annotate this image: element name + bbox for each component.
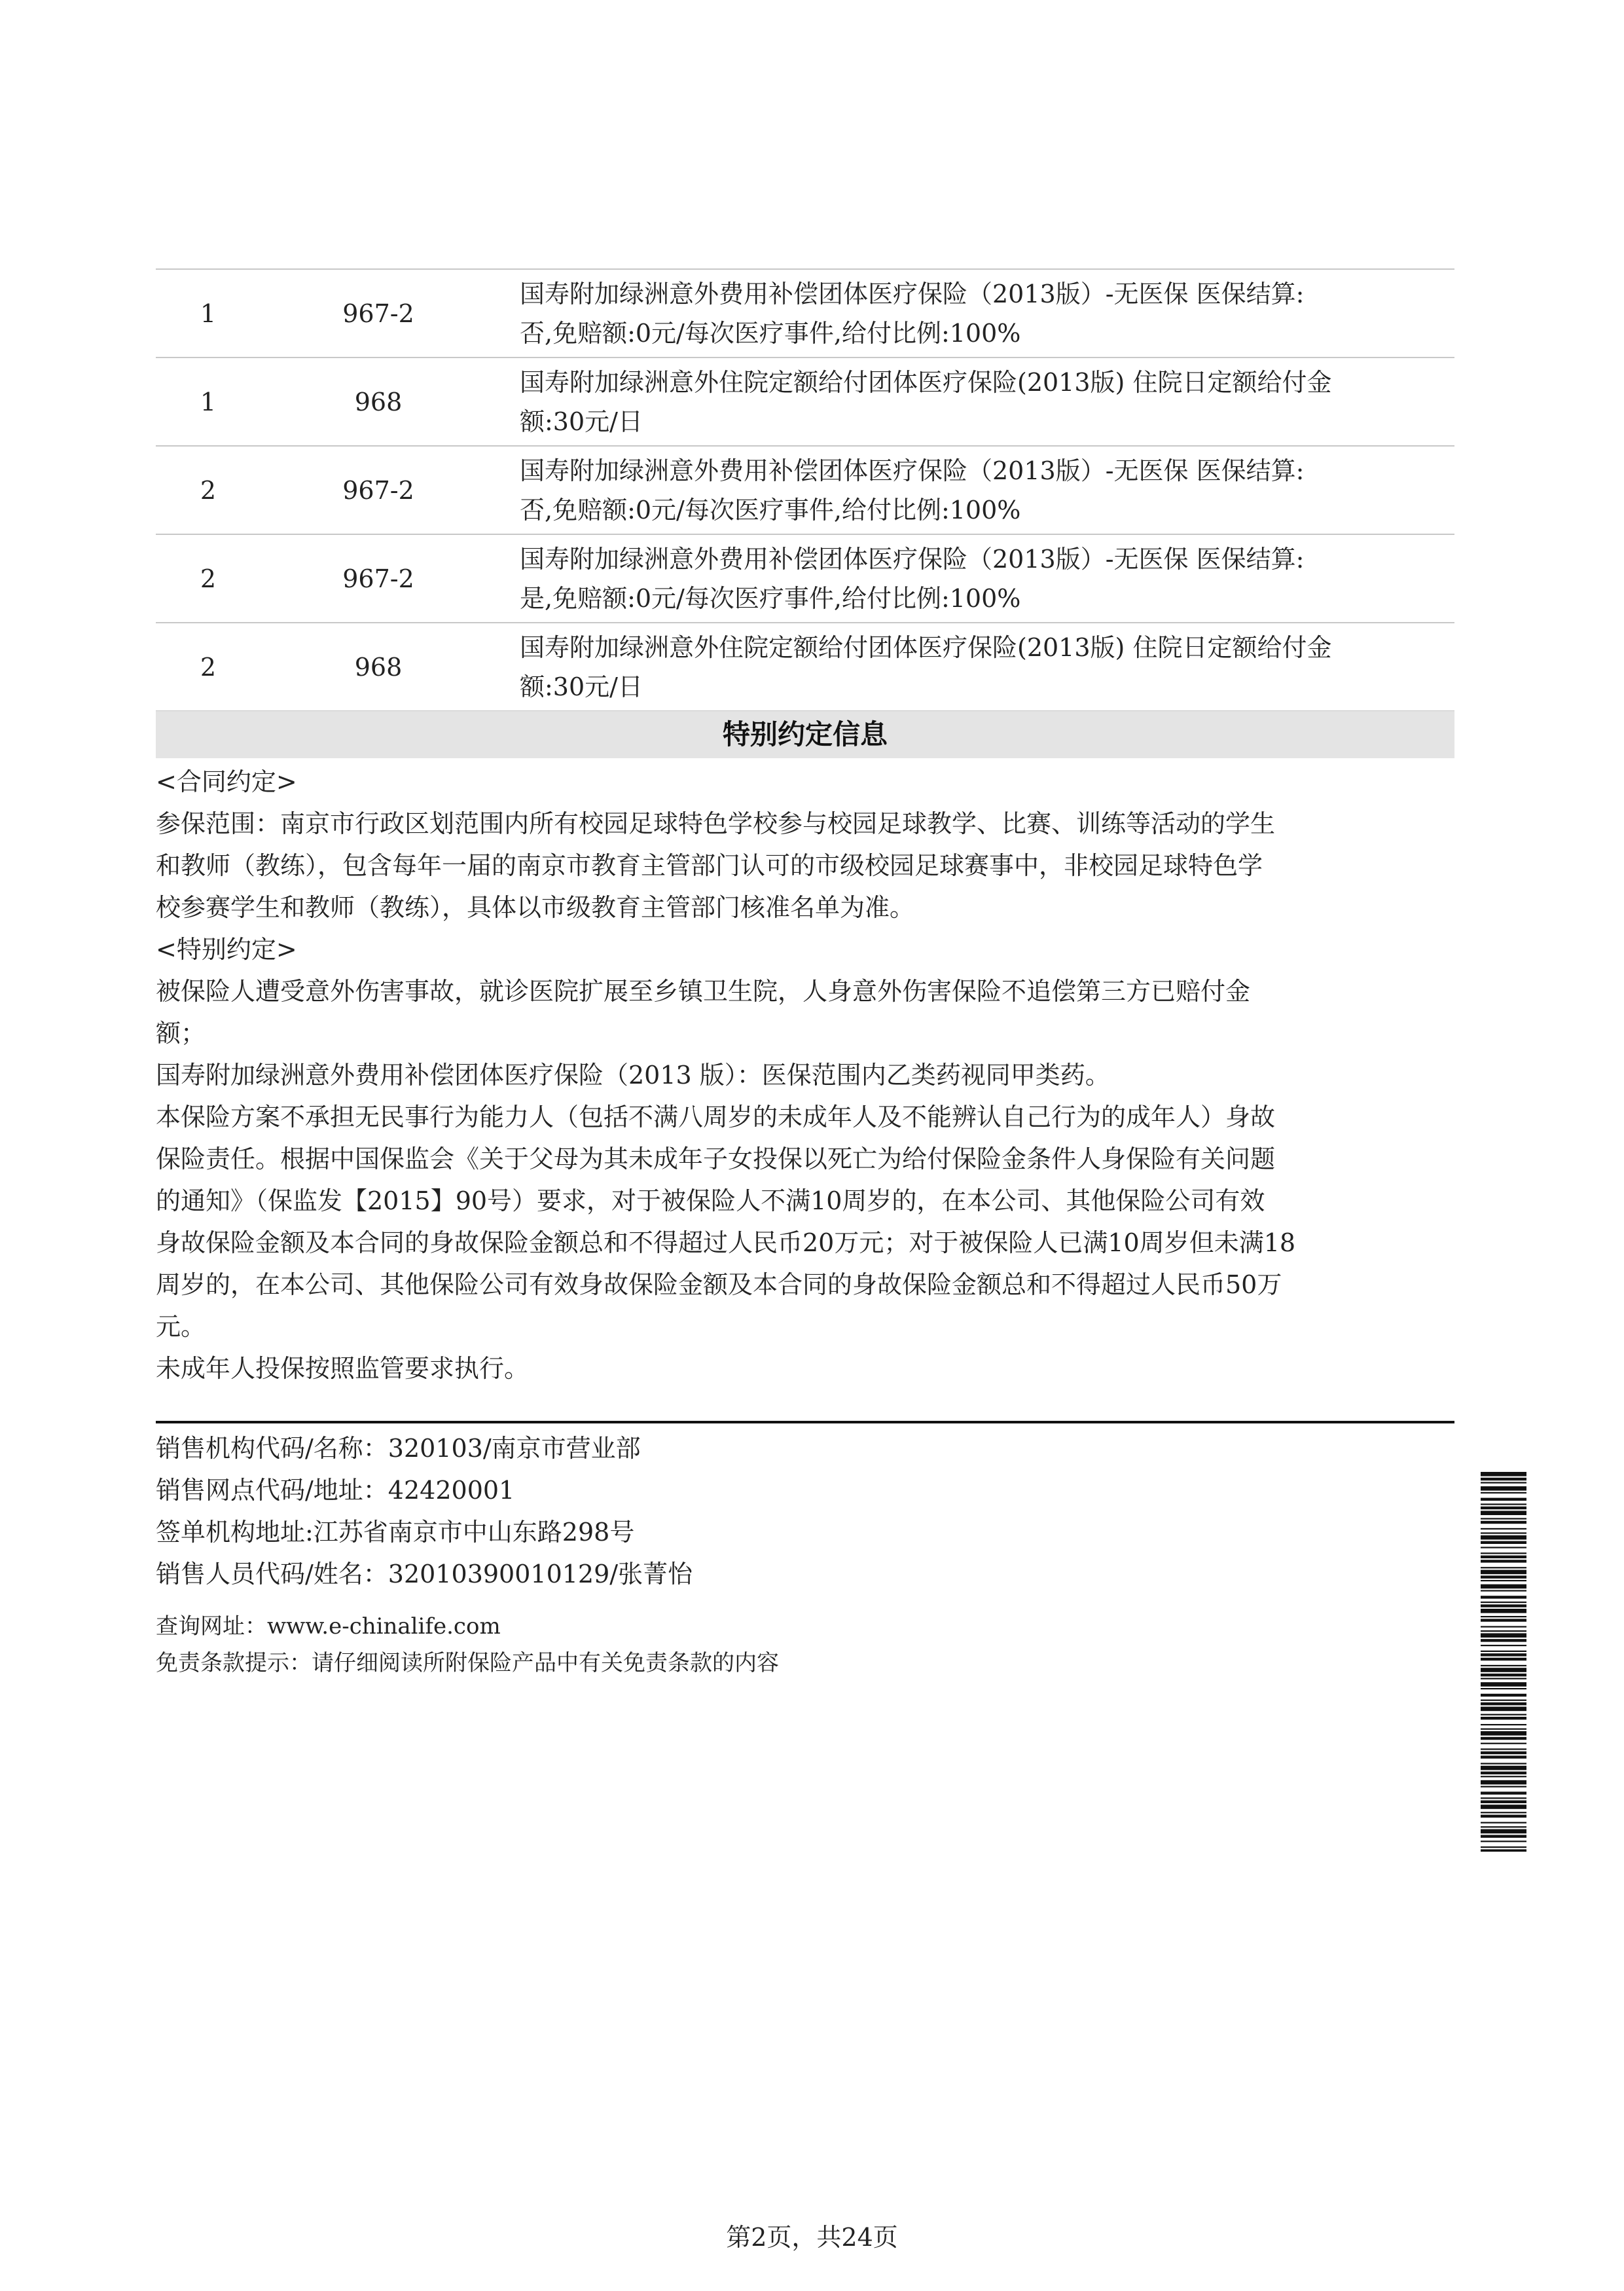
group-cell: 2: [156, 534, 261, 623]
provision-line: 额；: [156, 1019, 206, 1048]
provision-line: 元。: [156, 1312, 206, 1341]
provision-line: 未成年人投保按照监管要求执行。: [156, 1354, 530, 1383]
sales-line: 销售机构代码/名称：320103/南京市营业部: [156, 1434, 641, 1463]
provision-line: 本保险方案不承担无民事行为能力人（包括不满八周岁的未成年人及不能辨认自己行为的成年人）身故: [156, 1103, 1276, 1131]
description-line: 是,免赔额:0元/每次医疗事件,给付比例:100%: [520, 583, 1021, 613]
disclaimer-note: 免责条款提示：请仔细阅读所附保险产品中有关免责条款的内容: [156, 1650, 779, 1676]
sales-line: 销售人员代码/姓名：32010390010129/张菁怡: [156, 1560, 693, 1588]
description-line: 额:30元/日: [520, 407, 643, 436]
provision-line: 被保险人遭受意外伤害事故，就诊医院扩展至乡镇卫生院，人身意外伤害保险不追偿第三方已赔付金: [156, 977, 1251, 1006]
footer-info: [156, 1608, 1138, 1681]
provision-line: 身故保险金额及本合同的身故保险金额总和不得超过人民币20万元；对于被保险人已满10周岁但未满18: [156, 1228, 1296, 1257]
description-line: 额:30元/日: [520, 672, 643, 701]
table-row: [156, 269, 1454, 357]
description-cell: [496, 357, 1454, 446]
provision-line: <特别约定>: [156, 935, 297, 964]
provision-line: 周岁的，在本公司、其他保险公司有效身故保险金额及本合同的身故保险金额总和不得超过人民币50万: [156, 1270, 1282, 1299]
coverage-table: [156, 268, 1454, 712]
group-cell: 1: [156, 269, 261, 357]
product-code-cell: 968: [261, 623, 496, 711]
section-heading: 特别约定信息: [156, 711, 1454, 758]
special-provisions: [156, 761, 1458, 1389]
description-cell: [496, 623, 1454, 711]
description-line: 否,免赔额:0元/每次医疗事件,给付比例:100%: [520, 318, 1021, 348]
table-row: [156, 623, 1454, 711]
sales-line: 销售网点代码/地址：42420001: [156, 1476, 515, 1505]
barcode-icon: [1481, 1472, 1526, 1852]
description-cell: [496, 534, 1454, 623]
description-line: 否,免赔额:0元/每次医疗事件,给付比例:100%: [520, 495, 1021, 524]
description-line: 国寿附加绿洲意外费用补偿团体医疗保险（2013版）-无医保 医保结算:: [520, 456, 1305, 485]
sales-info: [156, 1427, 1138, 1595]
product-code-cell: 967-2: [261, 446, 496, 534]
provision-line: 的通知》（保监发【2015】90号）要求，对于被保险人不满10周岁的，在本公司、其他保险公司有效: [156, 1186, 1265, 1215]
description-line: 国寿附加绿洲意外费用补偿团体医疗保险（2013版）-无医保 医保结算:: [520, 279, 1305, 308]
description-cell: [496, 269, 1454, 357]
sales-line: 签单机构地址:江苏省南京市中山东路298号: [156, 1518, 635, 1547]
group-cell: 2: [156, 446, 261, 534]
divider: [156, 1421, 1454, 1423]
description-line: 国寿附加绿洲意外费用补偿团体医疗保险（2013版）-无医保 医保结算:: [520, 544, 1305, 574]
description-line: 国寿附加绿洲意外住院定额给付团体医疗保险(2013版) 住院日定额给付金: [520, 367, 1332, 397]
table-row: [156, 357, 1454, 446]
group-cell: 1: [156, 357, 261, 446]
provision-line: 和教师（教练），包含每年一届的南京市教育主管部门认可的市级校园足球赛事中，非校园足球特色学: [156, 851, 1263, 880]
provision-line: 保险责任。根据中国保监会《关于父母为其未成年子女投保以死亡为给付保险金条件人身保险有关问题: [156, 1145, 1276, 1173]
group-cell: 2: [156, 623, 261, 711]
product-code-cell: 967-2: [261, 534, 496, 623]
query-website: 查询网址：www.e-chinalife.com: [156, 1613, 501, 1640]
table-row: [156, 534, 1454, 623]
table-row: [156, 446, 1454, 534]
description-line: 国寿附加绿洲意外住院定额给付团体医疗保险(2013版) 住院日定额给付金: [520, 632, 1332, 662]
provision-line: 参保范围：南京市行政区划范围内所有校园足球特色学校参与校园足球教学、比赛、训练等活动的学生: [156, 809, 1276, 838]
description-cell: [496, 446, 1454, 534]
provision-line: 国寿附加绿洲意外费用补偿团体医疗保险（2013 版）：医保范围内乙类药视同甲类药。: [156, 1061, 1110, 1090]
page-number: 第2页，共24页: [726, 2223, 898, 2252]
provision-line: <合同约定>: [156, 767, 297, 796]
product-code-cell: 968: [261, 357, 496, 446]
product-code-cell: 967-2: [261, 269, 496, 357]
provision-line: 校参赛学生和教师（教练），具体以市级教育主管部门核准名单为准。: [156, 893, 915, 922]
